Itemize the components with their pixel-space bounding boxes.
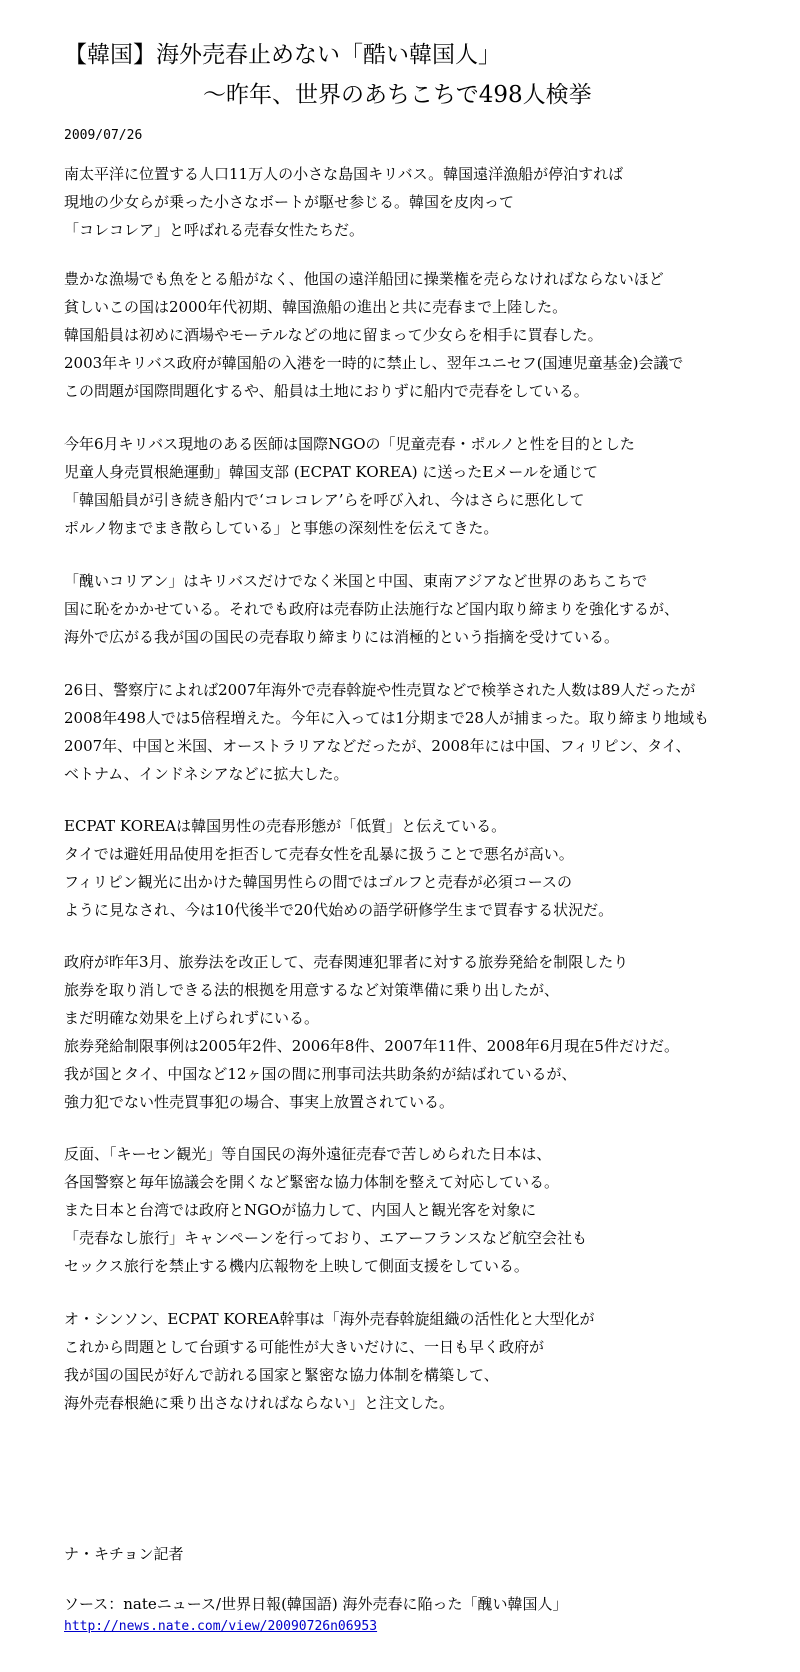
text-line: 2008年498人では5倍程増えた。今年に入っては1分期まで28人が捕まった。取り締まり地域も [64,709,709,727]
paragraph-1 [64,160,623,244]
text-line: これから問題として台頭する可能性が大きいだけに、一日も早く政府が [64,1338,545,1356]
text-line: ベトナム、インドネシアなどに拡大した。 [64,765,349,783]
paragraph-3 [64,430,635,542]
source-line: ソース：nateニュース/世界日報(韓国語) 海外売春に陥った「醜い韓国人」 [64,1595,568,1613]
paragraph-7 [64,948,679,1116]
text-line: 「コレコレア」と呼ばれる売春女性たちだ。 [64,221,365,239]
text-line: 「醜いコリアン」はキリバスだけでなく米国と中国、東南アジアなど世界のあちこちで [64,572,648,590]
text-line: 反面、「キーセン観光」等自国民の海外遠征売春で苦しめられた日本は、 [64,1145,552,1163]
text-line: タイでは避妊用品使用を拒否して売春女性を乱暴に扱うことで悪名が高い。 [64,845,574,863]
text-line: 「韓国船員が引き続き船内で‘コレコレア’らを呼び入れ、今はさらに悪化して [64,491,585,509]
text-line: 現地の少女らが乗った小さなボートが駆せ参じる。韓国を皮肉って [64,193,515,211]
text-line: また日本と台湾では政府とNGOが協力して、内国人と観光客を対象に [64,1201,537,1219]
text-line: ように見なされ、今は10代後半で20代始めの語学研修学生まで買春する状況だ。 [64,901,614,919]
text-line: ポルノ物までまき散らしている」と事態の深刻性を伝えてきた。 [64,519,499,537]
article-date: 2009/07/26 [64,128,143,143]
text-line: この問題が国際問題化するや、船員は土地におりずに船内で売春をしている。 [64,382,589,400]
text-line: 我が国の国民が好んで訪れる国家と緊密な協力体制を構築して、 [64,1366,499,1384]
text-line: 今年6月キリバス現地のある医師は国際NGOの「児童売春・ポルノと性を目的とした [64,435,635,453]
paragraph-4 [64,567,679,651]
text-line: 26日、警察庁によれば2007年海外で売春斡旋や性売買などで検挙された人数は89人だったが [64,681,696,699]
text-line: 貧しいこの国は2000年代初期、韓国漁船の進出と共に売春まで上陸した。 [64,298,568,316]
text-line: 旅券発給制限事例は2005年2件、2006年8件、2007年11件、2008年6月現在5件だけだ。 [64,1037,679,1055]
paragraph-5 [64,676,709,788]
text-line: 2003年キリバス政府が韓国船の入港を一時的に禁止し、翌年ユニセフ(国連児童基金)会議で [64,354,684,372]
text-line: セックス旅行を禁止する機内広報物を上映して側面支援をしている。 [64,1257,529,1275]
paragraph-9 [64,1305,595,1417]
paragraph-6 [64,812,613,924]
text-line: 南太平洋に位置する人口11万人の小さな島国キリバス。韓国遠洋漁船が停泊すれば [64,165,624,183]
text-line: 豊かな漁場でも魚をとる船がなく、他国の遠洋船団に操業権を売らなければならないほど [64,270,664,288]
text-line: 韓国船員は初めに酒場やモーテルなどの地に留まって少女らを相手に買春した。 [64,326,603,344]
text-line: 国に恥をかかせている。それでも政府は売春防止法施行など国内取り締まりを強化するが、 [64,600,680,618]
text-line: オ・シンソン、ECPAT KOREA幹事は「海外売春斡旋組織の活性化と大型化が [64,1310,595,1328]
text-line: まだ明確な効果を上げられずにいる。 [64,1009,320,1027]
text-line: 強力犯でない性売買事犯の場合、事実上放置されている。 [64,1093,455,1111]
byline: ナ・キチョン記者 [64,1545,184,1563]
paragraph-2 [64,265,683,405]
text-line: 2007年、中国と米国、オーストラリアなどだったが、2008年には中国、フィリピン、タイ、 [64,737,691,755]
text-line: 海外売春根絶に乗り出さなければならない」と注文した。 [64,1394,455,1412]
text-line: 我が国とタイ、中国など12ヶ国の間に刑事司法共助条約が結ばれているが、 [64,1065,577,1083]
text-line: フィリピン観光に出かけた韓国男性らの間ではゴルフと売春が必須コースの [64,873,573,891]
text-line: 旅券を取り消しできる法的根拠を用意するなど対策準備に乗り出したが、 [64,981,560,999]
text-line: ECPAT KOREAは韓国男性の売春形態が「低質」と伝えている。 [64,817,507,835]
text-line: 児童人身売買根絶運動」韓国支部 (ECPAT KOREA) に送ったEメールを通じて [64,463,598,481]
article-title-line1: 【韓国】海外売春止めない「酷い韓国人」 [64,42,501,68]
paragraph-8 [64,1140,587,1280]
text-line: 政府が昨年3月、旅券法を改正して、売春関連犯罪者に対する旅券発給を制限したり [64,953,629,971]
source-link[interactable]: http://news.nate.com/view/20090726n06953 [64,1619,378,1634]
article-title-line2: ～昨年、世界のあちこちで498人検挙 [203,82,592,108]
text-line: 「売春なし旅行」キャンペーンを行っており、エアーフランスなど航空会社も [64,1229,588,1247]
text-line: 海外で広がる我が国の国民の売春取り締まりには消極的という指摘を受けている。 [64,628,620,646]
text-line: 各国警察と毎年協議会を開くなど緊密な協力体制を整えて対応している。 [64,1173,560,1191]
